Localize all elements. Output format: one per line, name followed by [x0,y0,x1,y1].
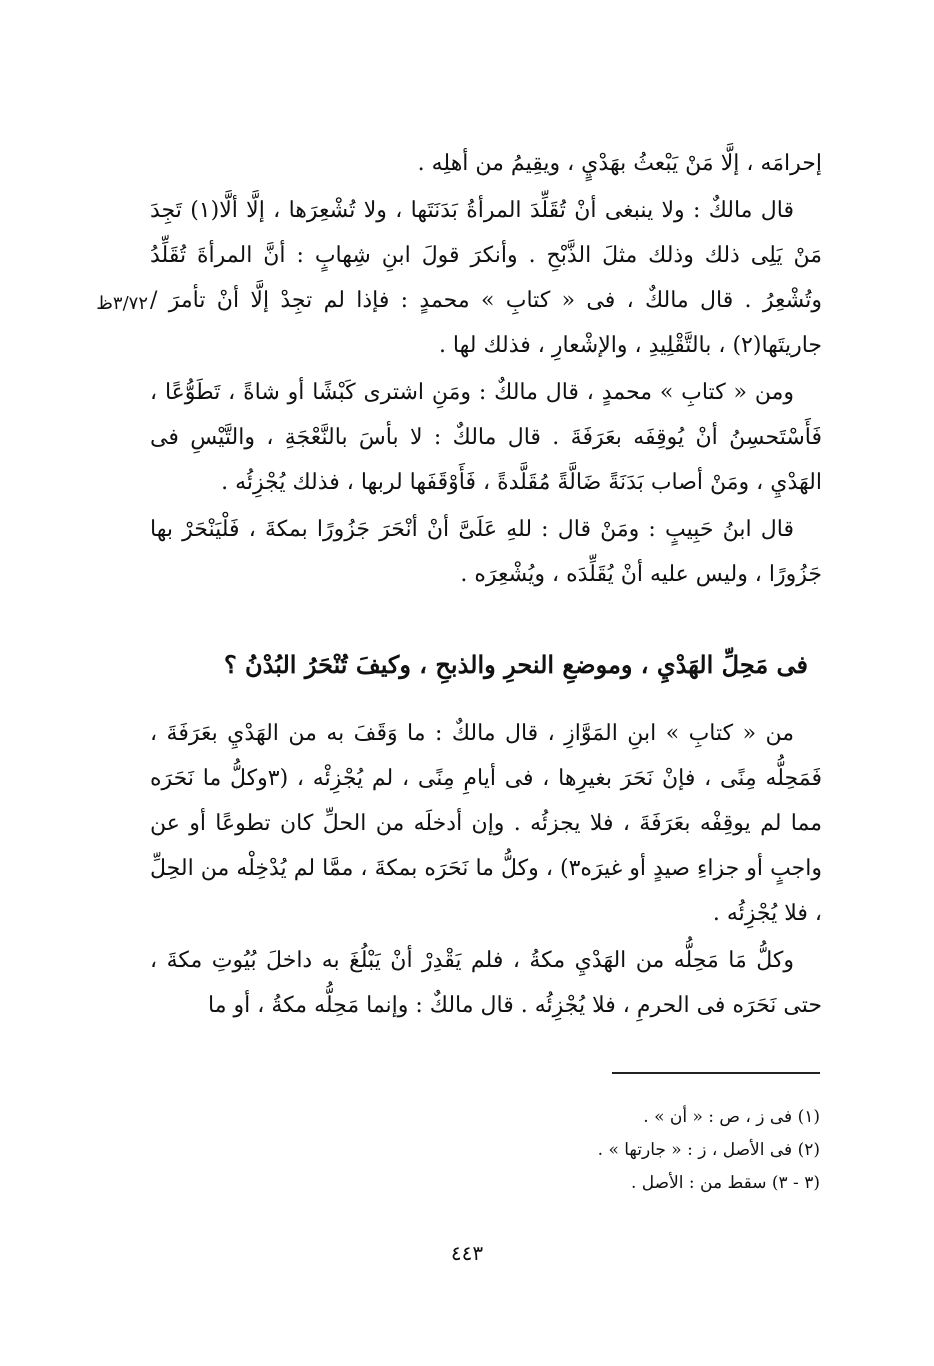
lower-text-block [150,711,822,1028]
footnote-1: (١) فى ز ، ص : « أن » . [643,1107,820,1127]
footnote-2: (٢) فى الأصل ، ز : « جارتها » . [597,1140,820,1160]
section-heading: فى مَحِلِّ الهَدْيِ ، وموضعِ النحرِ والذبحِ ، وكيفَ تُنْحَرُ البُدْنُ ؟ [223,650,808,679]
footnotes [420,1101,820,1200]
footnote-separator [612,1072,820,1074]
paragraph-ibn-habib: قال ابنُ حَبِيبٍ : ومَنْ قال : للهِ عَلَىَّ أنْ أنْحَرَ جَزُورًا بمكةَ ، فَلْيَنْحَرْ بها جَزُورًا ، وليس عليه أنْ يُقَلِّدَه ، ويُشْعِرَه . [150,517,822,587]
paragraph-kabsh-shat: ومن « كتابِ » محمدٍ ، قال مالكٌ : ومَنِ اشترى كَبْشًا أو شاةً ، تَطَوُّعًا ، فَأَسْتَحسِنُ أنْ يُوقِفَه بعَرَفَةَ . قال مالكٌ : لا بأسَ بالنَّعْجَةِ ، والتَّيْسِ فى الهَدْيِ ، ومَنْ أصاب بَدَنَةً ضَالَّةً مُقَلَّدةً ، فَأَوْقَفَها لربها ، فذلك يُجْزِئُه . [150,380,822,495]
page-number: ٤٤٣ [450,1241,484,1265]
paragraph-ibn-mawwaz: من « كتابِ » ابنِ المَوَّازِ ، قال مالكٌ : ما وَقَفَ به من الهَدْيِ بعَرَفَةَ ، فَمَحِلُّه مِنًى ، فإنْ نَحَرَ بغيرِها ، فى أيامِ مِنًى ، لم يُجْزِئْه ، (٣وكلُّ ما نَحَرَه مما لم يوقِفْه بعَرَفَةَ ، فلا يجزئُه . وإن أدخلَه من الحلِّ كان تطوعًا أو عن واجبٍ أو جزاءِ صيدٍ أو غيرَه٣) ، وكلُّ ما نَحَرَه بمكةَ ، ممَّا لم يُدْخِلْه من الحِلِّ ، فلا يُجْزِئُه . [150,721,823,926]
paragraph-malik-taqlid: قال مالكٌ : ولا ينبغى أنْ تُقَلِّدَ المرأةُ بَدَنَتَها ، ولا تُشْعِرَها ، إلَّا ألَّا(١) تَجِدَ مَنْ يَلِى ذلك وذلك مثلَ الذَّبْحِ . وأنكرَ قولَ ابنِ شِهابٍ : أنَّ المرأةَ تُقَلِّدُ وتُشْعِرُ . قال مالكٌ ، فى « كتابِ » محمدٍ : فإذا لم تجِدْ إلَّا أنْ تأمرَ / جاريتَها(٢) ، بالتَّقْلِيدِ ، والإشْعارِ ، فذلك لها . [150,198,822,358]
upper-text-block [150,141,822,597]
footnote-3: (٣ - ٣) سقط من : الأصل . [630,1173,820,1193]
paragraph-continuation: إحرامَه ، إلَّا مَنْ يَبْعثُ بهَدْيٍ ، ويقِيمُ من أهلِه . [417,151,822,176]
paragraph-mahill-makkah: وكلُّ مَا مَحِلُّه من الهَدْيِ مكةُ ، فلم يَقْدِرْ أنْ يَبْلُغَ به داخلَ بُيُوتِ مكةَ ، حتى نَحَرَه فى الحرمِ ، فلا يُجْزِئُه . قال مالكٌ : وإنما مَحِلُّه مكةُ ، أو ما [150,948,822,1018]
margin-folio-note: ٣/٧٢ظ [96,293,148,314]
